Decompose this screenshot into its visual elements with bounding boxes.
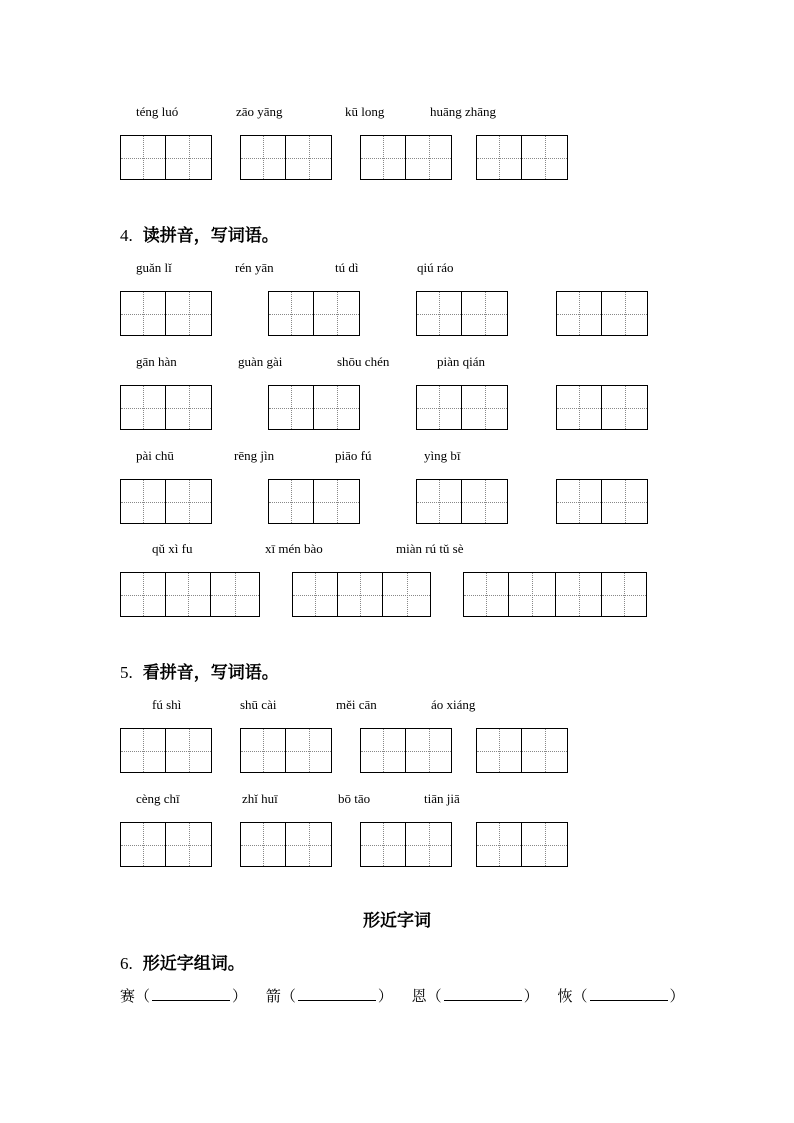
character: 箭: [265, 987, 281, 1005]
paren: ）: [377, 987, 393, 1005]
grid-cell[interactable]: [477, 136, 522, 179]
writing-grid[interactable]: [360, 135, 452, 180]
pinyin-label: měi cān: [336, 697, 377, 712]
pinyin-label: guàn gài: [238, 354, 283, 369]
fill-item: [557, 985, 684, 1006]
grid-cell[interactable]: [417, 292, 462, 335]
pinyin-label: piāo fú: [335, 448, 372, 463]
paren: ）: [523, 987, 539, 1005]
pinyin-label: qǔ xì fu: [152, 541, 193, 556]
section-number: 6.: [120, 954, 133, 973]
writing-grid[interactable]: [120, 728, 212, 773]
paren: （: [426, 987, 442, 1005]
writing-grid[interactable]: [292, 572, 431, 617]
writing-grid[interactable]: [268, 479, 360, 524]
writing-grid[interactable]: [476, 822, 568, 867]
answer-blank[interactable]: [444, 986, 522, 1001]
grid-cell[interactable]: [417, 386, 462, 429]
grid-cell[interactable]: [314, 480, 359, 523]
pinyin-label: huāng zhāng: [430, 104, 497, 119]
writing-grid[interactable]: [463, 572, 647, 617]
writing-grid[interactable]: [120, 135, 212, 180]
grid-cell[interactable]: [121, 386, 166, 429]
writing-grid[interactable]: [556, 479, 648, 524]
pinyin-label: xī mén bào: [265, 541, 323, 556]
pinyin-label: shū cài: [240, 697, 277, 712]
answer-blank[interactable]: [590, 986, 668, 1001]
grid-cell[interactable]: [557, 386, 602, 429]
grid-cell[interactable]: [556, 573, 602, 616]
section-heading: [120, 949, 245, 974]
paren: ）: [232, 987, 248, 1005]
pinyin-label: fú shì: [152, 697, 182, 712]
pinyin-label: gān hàn: [136, 354, 177, 369]
grid-cell[interactable]: [121, 292, 166, 335]
grid-cell[interactable]: [121, 729, 166, 772]
section-heading: [120, 658, 279, 683]
pinyin-label: tiān jiā: [424, 791, 460, 806]
part-title: 形近字词: [363, 911, 431, 931]
grid-cell[interactable]: [121, 573, 166, 616]
grid-cell[interactable]: [602, 573, 646, 616]
fill-item: [266, 985, 393, 1006]
writing-grid[interactable]: [360, 822, 452, 867]
writing-grid[interactable]: [360, 728, 452, 773]
pinyin-label: zhǐ huī: [242, 791, 278, 806]
pinyin-label: téng luó: [136, 104, 179, 119]
writing-grid[interactable]: [476, 728, 568, 773]
grid-cell[interactable]: [557, 292, 602, 335]
pinyin-label: shōu chén: [337, 354, 390, 369]
grid-cell[interactable]: [241, 823, 286, 866]
grid-cell[interactable]: [166, 729, 211, 772]
grid-cell[interactable]: [121, 136, 166, 179]
grid-cell[interactable]: [522, 136, 567, 179]
grid-cell[interactable]: [522, 729, 567, 772]
grid-cell[interactable]: [166, 573, 211, 616]
writing-grid[interactable]: [240, 728, 332, 773]
fill-item: [412, 985, 539, 1006]
section-title: 看拼音，写词语。: [142, 663, 279, 683]
writing-grid[interactable]: [268, 385, 360, 430]
grid-cell[interactable]: [477, 729, 522, 772]
answer-blank[interactable]: [152, 986, 230, 1001]
writing-grid[interactable]: [240, 822, 332, 867]
pinyin-label: cèng chī: [136, 791, 180, 806]
writing-grid[interactable]: [240, 135, 332, 180]
grid-cell[interactable]: [314, 386, 359, 429]
grid-cell[interactable]: [406, 136, 451, 179]
writing-grid[interactable]: [416, 479, 508, 524]
writing-grid[interactable]: [416, 385, 508, 430]
pinyin-label: miàn rú tǔ sè: [396, 541, 464, 556]
section-heading: [120, 221, 279, 246]
writing-grid[interactable]: [416, 291, 508, 336]
grid-cell[interactable]: [293, 573, 338, 616]
grid-cell[interactable]: [241, 729, 286, 772]
grid-cell[interactable]: [166, 386, 211, 429]
grid-cell[interactable]: [462, 480, 507, 523]
writing-grid[interactable]: [120, 385, 212, 430]
pinyin-label: kū long: [345, 104, 385, 119]
grid-cell[interactable]: [121, 480, 166, 523]
grid-cell[interactable]: [522, 823, 567, 866]
grid-cell[interactable]: [269, 480, 314, 523]
grid-cell[interactable]: [241, 136, 286, 179]
grid-cell[interactable]: [417, 480, 462, 523]
grid-cell[interactable]: [406, 729, 451, 772]
writing-grid[interactable]: [120, 822, 212, 867]
grid-cell[interactable]: [286, 729, 331, 772]
answer-blank[interactable]: [298, 986, 376, 1001]
section-number: 4.: [120, 226, 133, 245]
grid-cell[interactable]: [121, 823, 166, 866]
grid-cell[interactable]: [211, 573, 259, 616]
grid-cell[interactable]: [286, 823, 331, 866]
writing-grid[interactable]: [120, 572, 260, 617]
writing-grid[interactable]: [556, 385, 648, 430]
paren: （: [280, 987, 296, 1005]
grid-cell[interactable]: [166, 292, 211, 335]
grid-cell[interactable]: [338, 573, 383, 616]
pinyin-label: pài chū: [136, 448, 174, 463]
writing-grid[interactable]: [120, 291, 212, 336]
grid-cell[interactable]: [462, 292, 507, 335]
grid-cell[interactable]: [602, 480, 647, 523]
pinyin-label: rén yān: [235, 260, 274, 275]
grid-cell[interactable]: [166, 480, 211, 523]
writing-grid[interactable]: [476, 135, 568, 180]
paren: ）: [669, 987, 685, 1005]
pinyin-label: guǎn lǐ: [136, 260, 172, 275]
character: 恢: [557, 987, 573, 1005]
section-title: 形近字组词。: [142, 954, 245, 974]
pinyin-label: qiú ráo: [417, 260, 454, 275]
paren: （: [572, 987, 588, 1005]
grid-cell[interactable]: [383, 573, 430, 616]
grid-cell[interactable]: [361, 823, 406, 866]
section-title: 读拼音，写词语。: [142, 226, 279, 246]
character: 赛: [120, 987, 136, 1005]
character: 恩: [411, 987, 427, 1005]
grid-cell[interactable]: [464, 573, 509, 616]
writing-grid[interactable]: [120, 479, 212, 524]
grid-cell[interactable]: [166, 823, 211, 866]
writing-grid[interactable]: [268, 291, 360, 336]
grid-cell[interactable]: [602, 292, 647, 335]
fill-item: [120, 985, 247, 1006]
pinyin-label: bō tāo: [338, 791, 371, 806]
grid-cell[interactable]: [557, 480, 602, 523]
grid-cell[interactable]: [406, 823, 451, 866]
pinyin-label: zāo yāng: [236, 104, 283, 119]
pinyin-label: áo xiáng: [431, 697, 476, 712]
pinyin-label: rēng jìn: [234, 448, 275, 463]
grid-cell[interactable]: [286, 136, 331, 179]
pinyin-label: piàn qián: [437, 354, 486, 369]
pinyin-label: yìng bī: [424, 448, 461, 463]
grid-cell[interactable]: [509, 573, 556, 616]
fill-row: [120, 985, 699, 1006]
grid-cell[interactable]: [269, 292, 314, 335]
grid-cell[interactable]: [477, 823, 522, 866]
grid-cell[interactable]: [462, 386, 507, 429]
grid-cell[interactable]: [602, 386, 647, 429]
pinyin-label: tú dì: [335, 260, 359, 275]
grid-cell[interactable]: [361, 729, 406, 772]
grid-cell[interactable]: [269, 386, 314, 429]
paren: （: [135, 987, 151, 1005]
section-number: 5.: [120, 663, 133, 682]
writing-grid[interactable]: [556, 291, 648, 336]
grid-cell[interactable]: [361, 136, 406, 179]
grid-cell[interactable]: [314, 292, 359, 335]
grid-cell[interactable]: [166, 136, 211, 179]
